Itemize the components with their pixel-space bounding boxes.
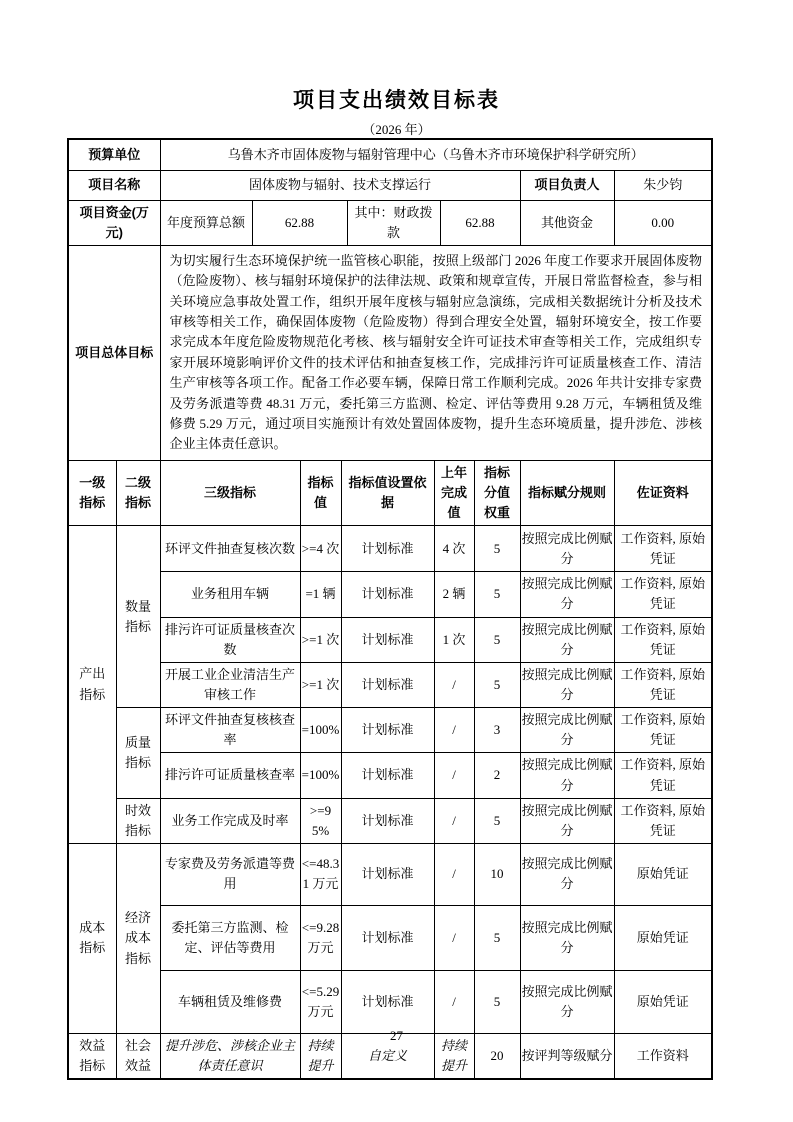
prev-year-cell: / [434, 753, 474, 798]
project-funds-row [69, 200, 711, 245]
target-value-cell: =1 辆 [300, 572, 341, 617]
header-level1-indicator: 一级指标 [69, 461, 116, 526]
evidence-cell: 工作资料, 原始凭证 [614, 526, 711, 572]
other-funds-label: 其他资金 [520, 200, 614, 245]
basis-cell: 计划标准 [341, 617, 434, 662]
rule-cell: 按照完成比例赋分 [520, 905, 614, 970]
level1-cell: 效益指标 [69, 1033, 116, 1078]
indicator-row-1 [69, 526, 711, 572]
header-score-weight: 指标分值权重 [474, 461, 520, 526]
prev-year-cell: 1 次 [434, 617, 474, 662]
project-leader-value: 朱少钧 [614, 170, 711, 200]
basis-cell: 自定义 [341, 1033, 434, 1078]
header-evidence: 佐证资料 [614, 461, 711, 526]
indicator-name-cell: 业务租用车辆 [160, 572, 300, 617]
indicator-name-cell: 专家费及劳务派遣等费用 [160, 843, 300, 905]
prev-year-cell: 4 次 [434, 526, 474, 572]
rule-cell: 按照完成比例赋分 [520, 617, 614, 662]
rule-cell: 按照完成比例赋分 [520, 572, 614, 617]
project-name-row [69, 170, 711, 200]
level2-cell: 经济成本指标 [116, 843, 160, 1033]
rule-cell: 按照完成比例赋分 [520, 970, 614, 1033]
target-value-cell: =100% [300, 753, 341, 798]
header-scoring-rule: 指标赋分规则 [520, 461, 614, 526]
score-cell: 5 [474, 572, 520, 617]
project-name-value: 固体废物与辐射、技术支撑运行 [160, 170, 520, 200]
target-value-cell: <=9.28 万元 [300, 905, 341, 970]
header-value-basis: 指标值设置依据 [341, 461, 434, 526]
level2-cell: 时效指标 [116, 798, 160, 843]
indicator-row-5 [69, 708, 711, 753]
indicator-name-cell: 委托第三方监测、检定、评估等费用 [160, 905, 300, 970]
budget-unit-value: 乌鲁木齐市固体废物与辐射管理中心（乌鲁木齐市环境保护科学研究所） [160, 140, 711, 170]
level2-cell: 社会效益 [116, 1033, 160, 1078]
prev-year-cell: / [434, 970, 474, 1033]
overall-goal-label: 项目总体目标 [69, 245, 160, 460]
evidence-cell: 工作资料 [614, 1033, 711, 1078]
page-title: 项目支出绩效目标表 [293, 88, 500, 112]
evidence-cell: 工作资料, 原始凭证 [614, 753, 711, 798]
budget-unit-row [69, 140, 711, 170]
target-value-cell: =100% [300, 708, 341, 753]
basis-cell: 计划标准 [341, 526, 434, 572]
indicator-name-cell: 排污许可证质量核查次数 [160, 617, 300, 662]
prev-year-cell: / [434, 843, 474, 905]
header-indicator-value: 指标值 [300, 461, 341, 526]
basis-cell: 计划标准 [341, 970, 434, 1033]
indicator-name-cell: 开展工业企业清洁生产审核工作 [160, 662, 300, 707]
level2-cell: 质量指标 [116, 708, 160, 799]
score-cell: 5 [474, 526, 520, 572]
score-cell: 5 [474, 970, 520, 1033]
page-subtitle: （2026 年） [362, 122, 431, 137]
indicator-name-cell: 排污许可证质量核查率 [160, 753, 300, 798]
rule-cell: 按评判等级赋分 [520, 1033, 614, 1078]
evidence-cell: 工作资料, 原始凭证 [614, 572, 711, 617]
indicator-row-7 [69, 798, 711, 843]
indicator-row-2 [69, 572, 711, 617]
indicator-header-row [69, 461, 711, 526]
prev-year-cell: 持续提升 [434, 1033, 474, 1078]
prev-year-cell: / [434, 798, 474, 843]
annual-budget-value: 62.88 [252, 200, 347, 245]
header-level2-indicator: 二级指标 [116, 461, 160, 526]
rule-cell: 按照完成比例赋分 [520, 662, 614, 707]
indicator-name-cell: 环评文件抽查复核核查率 [160, 708, 300, 753]
indicator-row-4 [69, 662, 711, 707]
indicator-table [69, 461, 711, 1078]
score-cell: 5 [474, 905, 520, 970]
fiscal-allocation-label: 其中：财政拨款 [347, 200, 440, 245]
prev-year-cell: / [434, 905, 474, 970]
target-value-cell: <=48.31 万元 [300, 843, 341, 905]
header-prev-year-value: 上年完成值 [434, 461, 474, 526]
basis-cell: 计划标准 [341, 905, 434, 970]
target-value-cell: >=4 次 [300, 526, 341, 572]
project-leader-label: 项目负责人 [520, 170, 614, 200]
indicator-row-9 [69, 905, 711, 970]
evidence-cell: 工作资料, 原始凭证 [614, 617, 711, 662]
rule-cell: 按照完成比例赋分 [520, 526, 614, 572]
evidence-cell: 工作资料, 原始凭证 [614, 662, 711, 707]
score-cell: 10 [474, 843, 520, 905]
evidence-cell: 原始凭证 [614, 970, 711, 1033]
rule-cell: 按照完成比例赋分 [520, 753, 614, 798]
evidence-cell: 工作资料, 原始凭证 [614, 708, 711, 753]
basis-cell: 计划标准 [341, 708, 434, 753]
basis-cell: 计划标准 [341, 662, 434, 707]
evidence-cell: 原始凭证 [614, 843, 711, 905]
indicator-name-cell: 环评文件抽查复核次数 [160, 526, 300, 572]
evidence-cell: 原始凭证 [614, 905, 711, 970]
overall-goal-text: 为切实履行生态环境保护统一监管核心职能，按照上级部门 2026 年度工作要求开展固体废物（危险废物）、核与辐射环境保护的法律法规、政策和规章宣传，开展日常监督检查，参与相关环境应急事故处置工作，组织开展年度核与辐射应急演练，完成相关数据统计分析及技术审核等相关工作，确保固体废物（危险废物）得到合理安全处置，辐射环境安全，按工作要求完成本年度危险废物规范化考核、核与辐射安全许可证技术审查等相关工作，完成组织专家开展环境影响评价文件的技术评估和抽查复核工作，完成排污许可证质量核查工作、清洁生产审核等各项工作。配备工作必要车辆，保障日常工作顺利完成。2026 年共计安排专家费及劳务派遣等费 48.31 万元，委托第三方监测、检定、评估等费用 9.28 万元，车辆租赁及维修费 5.29 万元，通过项目实施预计有效处置固体废物，提升生态环境质量，提升涉危、涉核企业主体责任意识。 [160, 245, 711, 460]
basis-cell: 计划标准 [341, 843, 434, 905]
basis-cell: 计划标准 [341, 572, 434, 617]
performance-target-table [67, 138, 713, 1080]
level2-cell: 数量指标 [116, 526, 160, 708]
score-cell: 3 [474, 708, 520, 753]
basis-cell: 计划标准 [341, 753, 434, 798]
page-number: 27 [390, 1028, 403, 1043]
budget-unit-label: 预算单位 [69, 140, 160, 170]
indicator-name-cell: 车辆租赁及维修费 [160, 970, 300, 1033]
level1-cell: 成本指标 [69, 843, 116, 1033]
prev-year-cell: 2 辆 [434, 572, 474, 617]
prev-year-cell: / [434, 662, 474, 707]
rule-cell: 按照完成比例赋分 [520, 708, 614, 753]
score-cell: 20 [474, 1033, 520, 1078]
score-cell: 5 [474, 798, 520, 843]
basis-cell: 计划标准 [341, 798, 434, 843]
overall-goal-row [69, 245, 711, 460]
project-funds-label: 项目资金(万元) [69, 200, 160, 245]
level1-cell: 产出指标 [69, 526, 116, 844]
prev-year-cell: / [434, 708, 474, 753]
rule-cell: 按照完成比例赋分 [520, 843, 614, 905]
evidence-cell: 工作资料, 原始凭证 [614, 798, 711, 843]
indicator-row-6 [69, 753, 711, 798]
target-value-cell: <=5.29 万元 [300, 970, 341, 1033]
indicator-row-8 [69, 843, 711, 905]
other-funds-value: 0.00 [614, 200, 711, 245]
header-level3-indicator: 三级指标 [160, 461, 300, 526]
fiscal-allocation-value: 62.88 [440, 200, 520, 245]
indicator-name-cell: 业务工作完成及时率 [160, 798, 300, 843]
annual-budget-label: 年度预算总额 [160, 200, 252, 245]
score-cell: 2 [474, 753, 520, 798]
target-value-cell: 持续提升 [300, 1033, 341, 1078]
score-cell: 5 [474, 662, 520, 707]
indicator-row-10 [69, 970, 711, 1033]
project-info-table [69, 140, 711, 461]
rule-cell: 按照完成比例赋分 [520, 798, 614, 843]
target-value-cell: >=95% [300, 798, 341, 843]
target-value-cell: >=1 次 [300, 617, 341, 662]
indicator-row-3 [69, 617, 711, 662]
indicator-name-cell: 提升涉危、涉核企业主体责任意识 [160, 1033, 300, 1078]
target-value-cell: >=1 次 [300, 662, 341, 707]
score-cell: 5 [474, 617, 520, 662]
project-name-label: 项目名称 [69, 170, 160, 200]
